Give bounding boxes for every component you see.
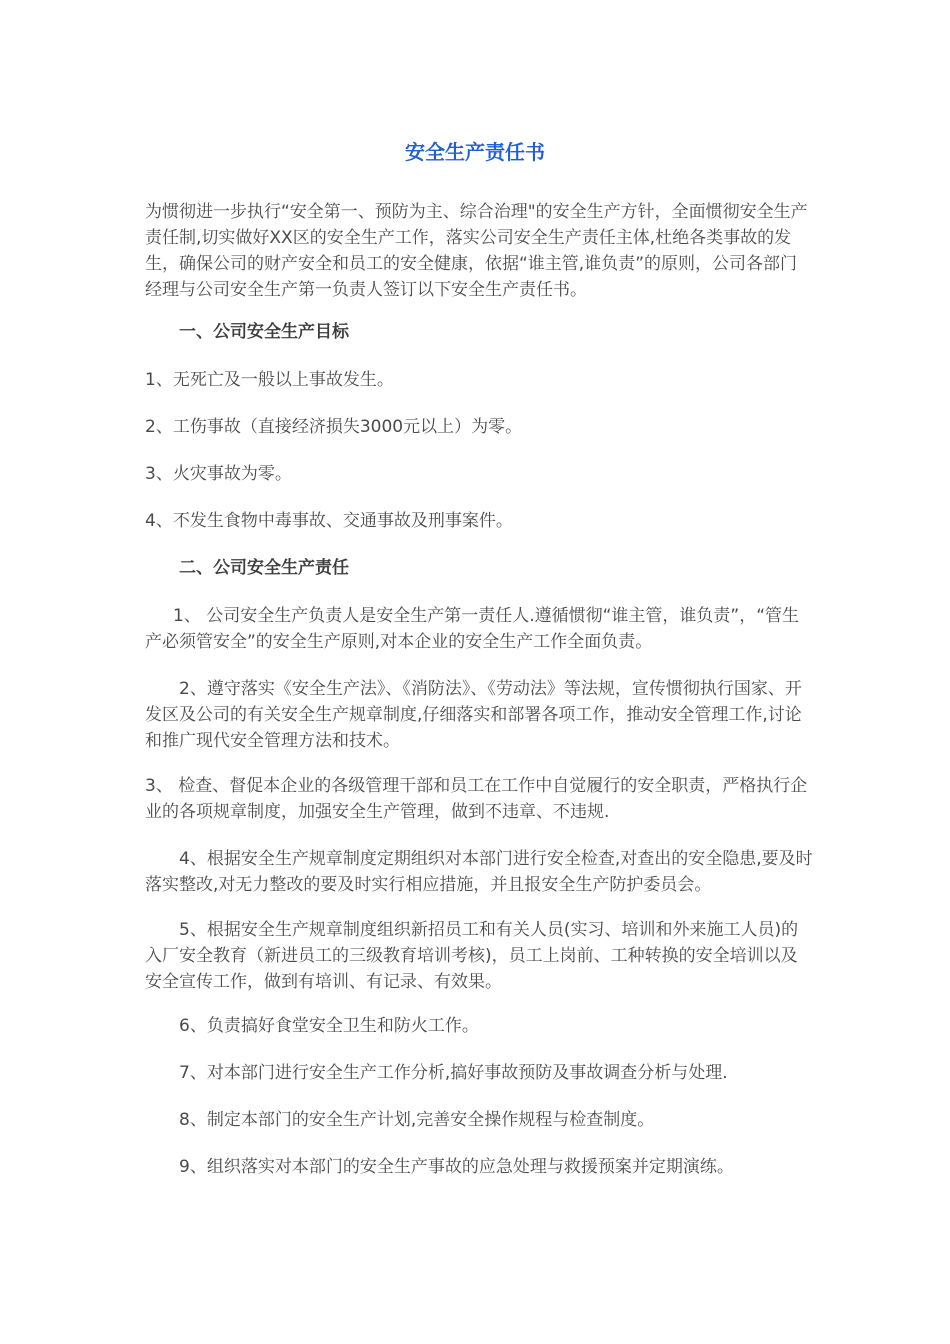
section1-item-2: 2、工伤事故（直接经济损失3000元以上）为零。 — [145, 417, 523, 437]
section2-item-3: 3、 检查、督促本企业的各级管理干部和员工在工作中自觉履行的安全职责，严格执行企业的各项规章制度，加强安全生产管理，做到不违章、不违规. — [145, 776, 808, 822]
section2-item-2: 2、遵守落实《安全生产法》、《消防法》、《劳动法》等法规，宣传惯彻执行国家、开发区及公司的有关安全生产规章制度,仔细落实和部署各项工作，推动安全管理工作,讨论和推广现代安全管理方法和技术。 — [145, 679, 802, 751]
section2-item-1: 1、 公司安全生产负责人是安全生产第一责任人.遵循惯彻“谁主管，谁负责”，“管生产必须管安全”的安全生产原则,对本企业的安全生产工作全面负责。 — [145, 606, 800, 652]
section2-item-8: 8、制定本部门的安全生产计划,完善安全操作规程与检查制度。 — [179, 1110, 655, 1130]
section2-item-5: 5、根据安全生产规章制度组织新招员工和有关人员(实习、培训和外来施工人员)的入厂安全教育（新进员工的三级教育培训考核)，员工上岗前、工种转换的安全培训以及安全宣传工作，做到有培训、有记录、有效果。 — [145, 920, 799, 992]
section1-item-3: 3、火灾事故为零。 — [145, 464, 292, 484]
section1-item-1: 1、无死亡及一般以上事故发生。 — [145, 370, 394, 390]
section1-heading: 一、公司安全生产目标 — [179, 322, 349, 342]
section2-item-7: 7、对本部门进行安全生产工作分析,搞好事故预防及事故调查分析与处理. — [179, 1063, 728, 1083]
section2-item-9: 9、组织落实对本部门的安全生产事故的应急处理与救援预案并定期演练。 — [179, 1157, 734, 1177]
section2-heading: 二、公司安全生产责任 — [179, 558, 349, 578]
section2-item-4: 4、根据安全生产规章制度定期组织对本部门进行安全检查,对查出的安全隐患,要及时落实整改,对无力整改的要及时实行相应措施，并且报安全生产防护委员会。 — [145, 849, 813, 895]
document-title: 安全生产责任书 — [405, 140, 545, 164]
section1-item-4: 4、不发生食物中毒事故、交通事故及刑事案件。 — [145, 511, 513, 531]
section2-item-6: 6、负责搞好食堂安全卫生和防火工作。 — [179, 1016, 479, 1036]
intro-paragraph: 为惯彻进一步执行“安全第一、预防为主、综合治理"的安全生产方针，全面惯彻安全生产责任制,切实做好XX区的安全生产工作，落实公司安全生产责任主体,杜绝各类事故的发生，确保公司的财产安全和员工的安全健康，依据“谁主管,谁负责”的原则，公司各部门经理与公司安全生产第一负责人签订以下安全生产责任书。 — [145, 202, 808, 300]
